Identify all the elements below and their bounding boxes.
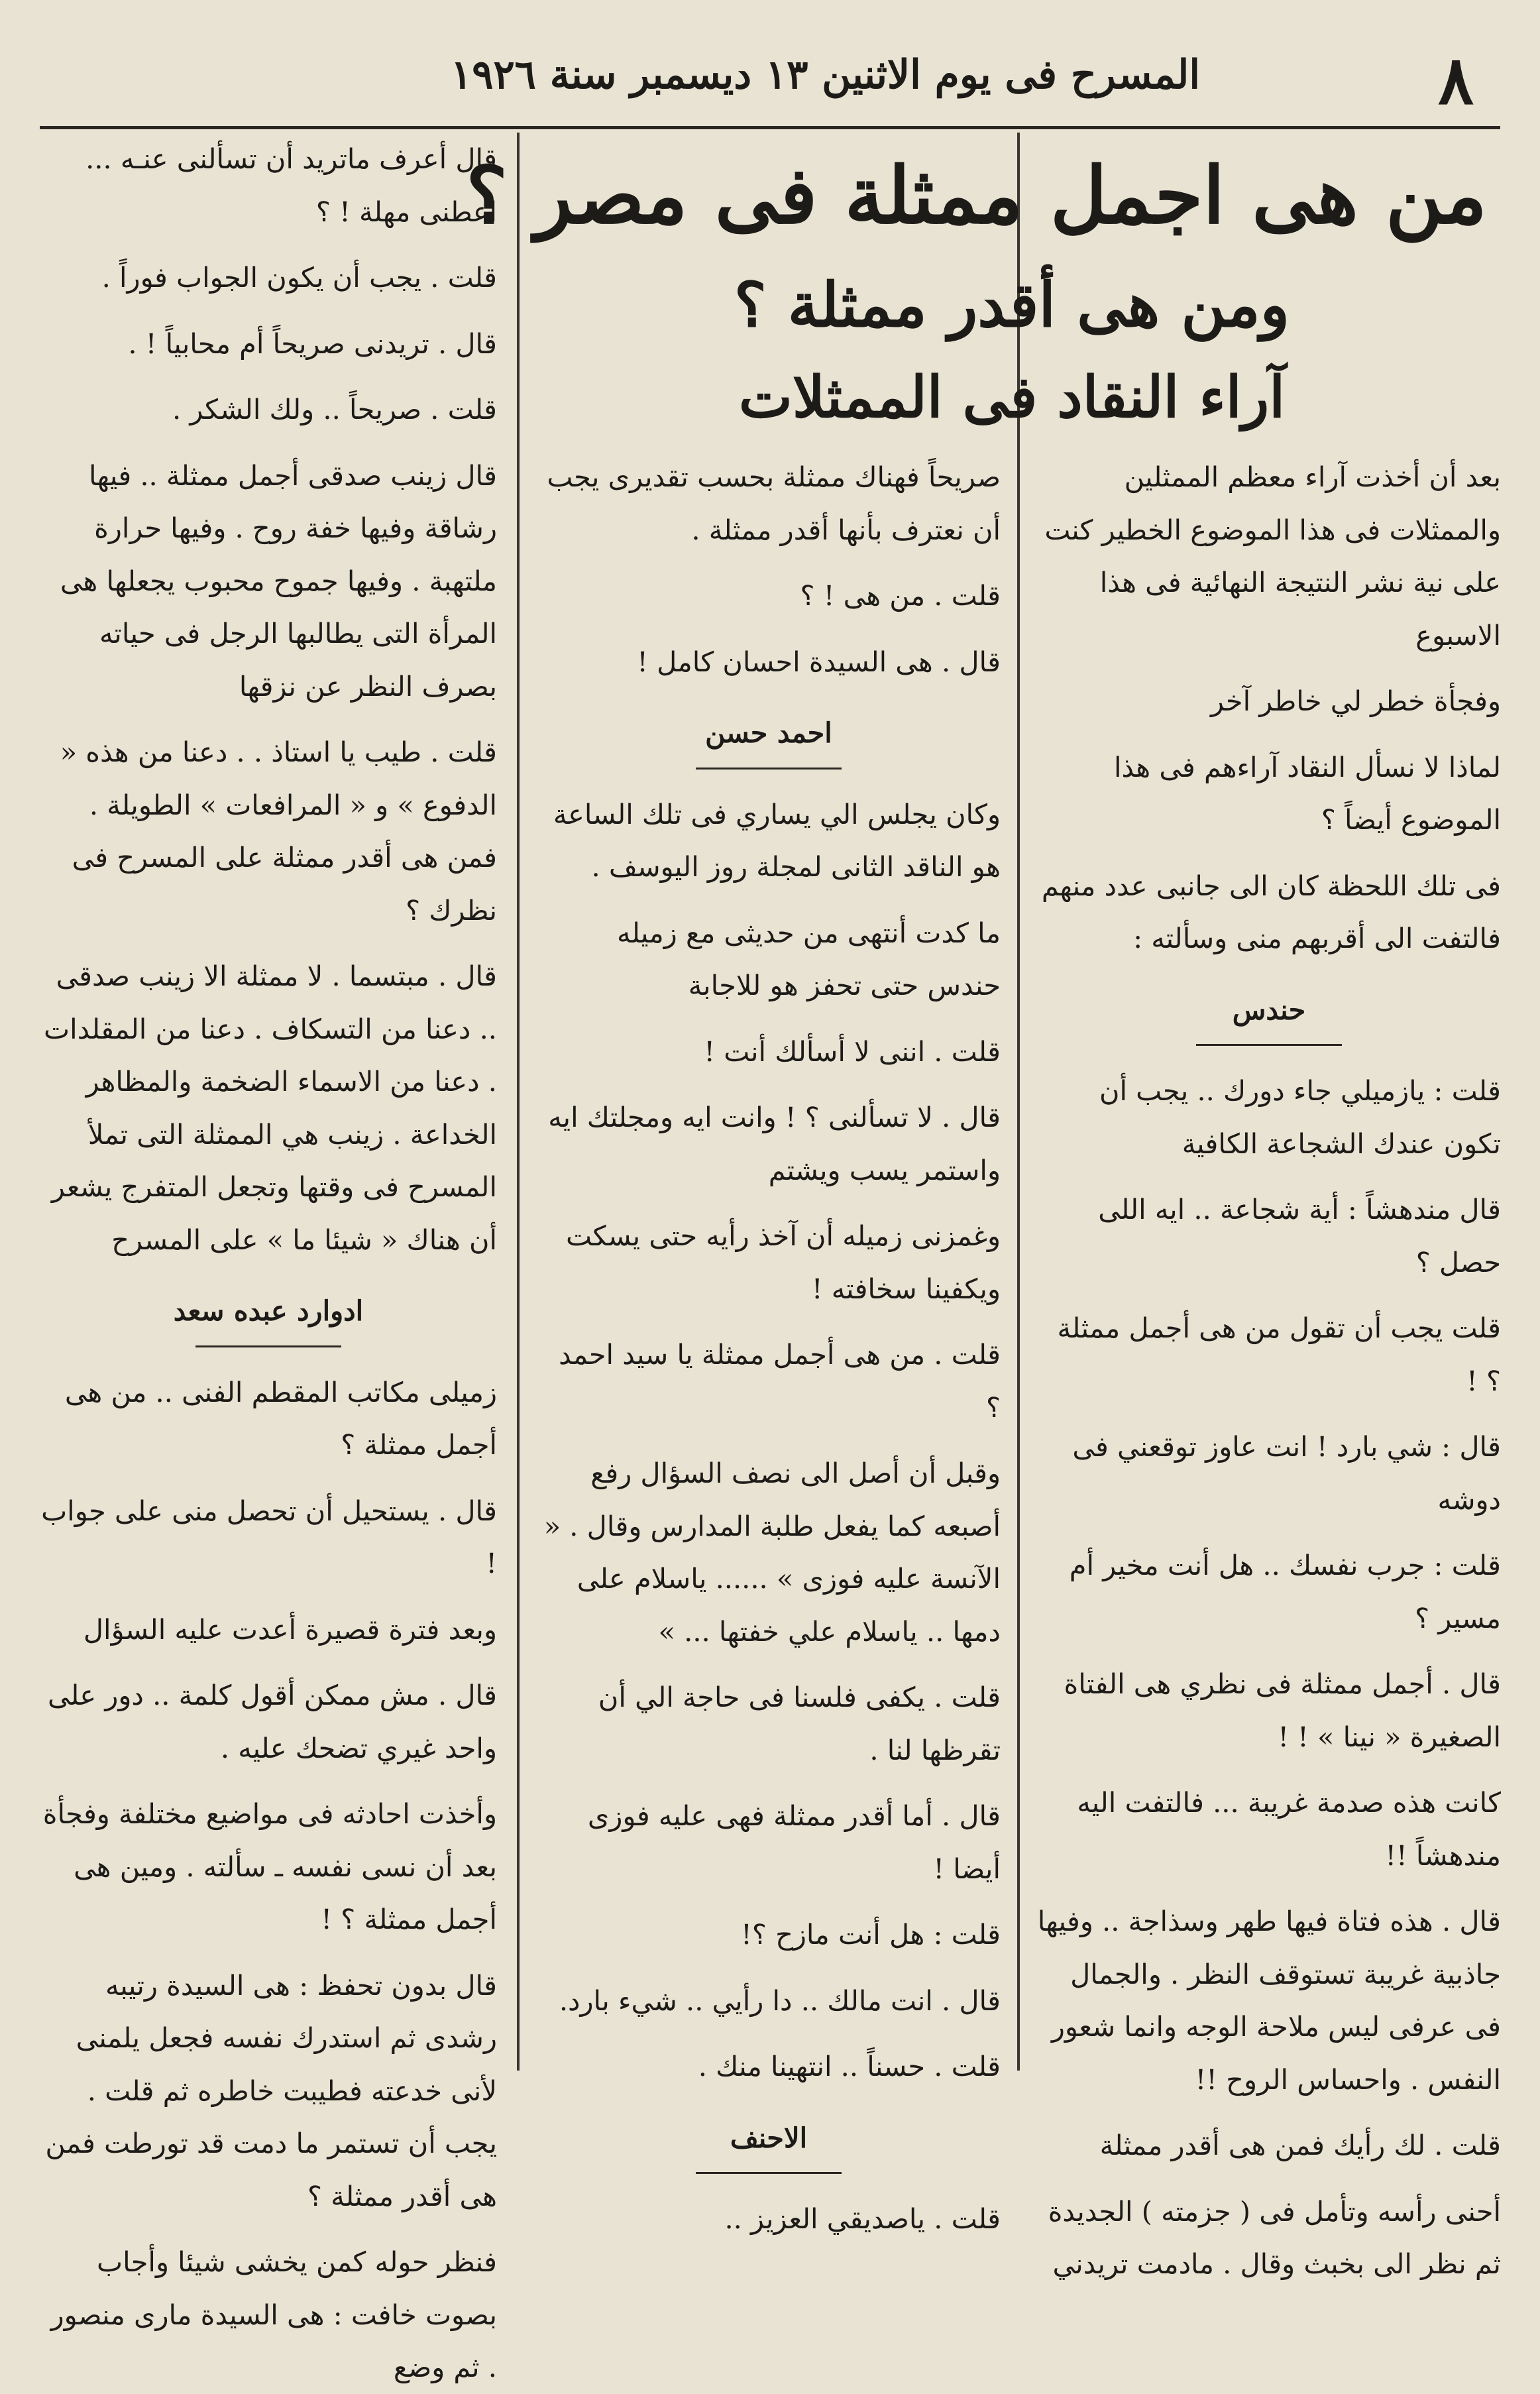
column-divider xyxy=(517,133,520,2071)
paragraph: قال أعرف ماتريد أن تسألنى عنـه ... اعطنى مهلة ! ؟ xyxy=(85,142,497,228)
paragraph: أحنى رأسه وتأمل فى ( جزمته ) الجديدة ثم نظر الى بخبث وقال . مادمت تريدني xyxy=(1048,2194,1501,2280)
paragraph: قلت . لك رأيك فمن هى أقدر ممثلة xyxy=(1099,2129,1501,2161)
paragraph: قلت . طيب يا استاذ . . دعنا من هذه « الدفوع » و « المرافعات » الطويلة . فمن هى أقدر ممثلة على المسرح فى نظرك ؟ xyxy=(60,736,497,927)
paragraph: ما كدت أنتهى من حديثى مع زميله حندس حتى تحفز هو للاجابة xyxy=(617,916,1001,1001)
paragraph: فى تلك اللحظة كان الى جانبى عدد منهم فالتفت الى أقربهم منى وسألته : xyxy=(1041,869,1501,954)
paragraph: قال بدون تحفظ : هى السيدة رتيبه رشدى ثم استدرك نفسه فجعل يلمنى لأنى خدعته فطيبت خاطره ثم قلت . يجب أن تستمر ما دمت قد تورطت فمن هى أقدر ممثلة ؟ xyxy=(45,1968,497,2212)
paragraph: قلت . من هى ! ؟ xyxy=(800,579,1001,612)
paragraph: صريحاً فهناك ممثلة بحسب تقديرى يجب أن نعترف بأنها أقدر ممثلة . xyxy=(547,461,1001,546)
paragraph: قال . أما أقدر ممثلة فهى عليه فوزى أيضا ! xyxy=(587,1799,1001,1885)
paragraph: فنظر حوله كمن يخشى شيئا وأجاب بصوت خافت : هى السيدة مارى منصور . ثم وضع xyxy=(50,2246,497,2383)
paragraph: قال . هذه فتاة فيها طهر وسذاجة .. وفيها جاذبية غريبة تستوقف النظر . والجمال فى عرفى ليس ملاحة الوجه وانما شعور النفس . واحساس الروح !! xyxy=(1037,1905,1501,2096)
paragraph: قال : شي بارد ! انت عاوز توقعني فى دوشه xyxy=(1072,1430,1501,1516)
paragraph: قلت يجب أن تقول من هى أجمل ممثلة ؟ ! xyxy=(1057,1312,1501,1397)
article-column-middle xyxy=(537,451,1001,2235)
author-signature: حندس xyxy=(1232,993,1306,1026)
paragraph: وقبل أن أصل الى نصف السؤال رفع أصبعه كما يفعل طلبة المدارس وقال . « الآنسة عليه فوزى » ...... ياسلام على دمها .. ياسلام علي خفتها ... » xyxy=(543,1457,1001,1648)
paragraph: قلت . اننى لا أسألك أنت ! xyxy=(704,1035,1001,1068)
signature-rule xyxy=(696,2172,842,2174)
paragraph: وغمزنى زميله أن آخذ رأيه حتى يسكت ويكفينا سخافته ! xyxy=(565,1220,1001,1305)
paragraph: قال زينب صدقى أجمل ممثلة .. فيها رشاقة وفيها خفة روح . وفيها حرارة ملتهبة . وفيها جموح محبوب يجعلها هى المرأة التى يطالبها الرجل فى حياته بصرف النظر عن نزقها xyxy=(60,459,497,703)
paragraph: قال . انت مالك .. دا رأيي .. شيء بارد. xyxy=(559,1984,1001,2017)
headline-title: من هى اجمل ممثلة فى مصر ؟ xyxy=(466,149,1487,241)
paragraph: قلت . يجب أن يكون الجواب فوراً . xyxy=(101,261,497,294)
signature-rule xyxy=(195,1345,341,1347)
paragraph: وأخذت احادثه فى مواضيع مختلفة وفجأة بعد أن نسى نفسه ـ سألته . ومين هى أجمل ممثلة ؟ ! xyxy=(42,1797,497,1935)
article-column-right xyxy=(1037,451,1501,2280)
paragraph: قلت . من هى أجمل ممثلة يا سيد احمد ؟ xyxy=(559,1338,1001,1424)
page-header xyxy=(40,41,1500,129)
signature-rule xyxy=(696,768,842,770)
paragraph: كانت هذه صدمة غريبة ... فالتفت اليه مندهشاً !! xyxy=(1077,1786,1501,1872)
paragraph: قال . تريدنى صريحاً أم محابياً ! . xyxy=(128,327,497,360)
paragraph: قال . مش ممكن أقول كلمة .. دور على واحد غيري تضحك عليه . xyxy=(48,1679,497,1764)
paragraph: زميلى مكاتب المقطم الفنى .. من هى أجمل ممثلة ؟ xyxy=(64,1375,497,1461)
paragraph: قلت : يازميلي جاء دورك .. يجب أن تكون عندك الشجاعة الكافية xyxy=(1099,1074,1501,1160)
paragraph: قلت . صريحاً .. ولك الشكر . xyxy=(172,393,497,426)
page-number: ٨ xyxy=(1438,41,1474,119)
author-signature: ادوارد عبده سعد xyxy=(173,1294,364,1327)
author-signature: الاحنف xyxy=(730,2121,808,2154)
paragraph: قلت : جرب نفسك .. هل أنت مخير أم مسير ؟ xyxy=(1069,1549,1501,1634)
paragraph: بعد أن أخذت آراء معظم الممثلين والممثلات فى هذا الموضوع الخطير كنت على نية نشر النتيجة النهائية فى هذا الاسبوع xyxy=(1044,461,1501,652)
author-signature: احمد حسن xyxy=(705,716,832,749)
paragraph: وكان يجلس الي يساري فى تلك الساعة هو الناقد الثانى لمجلة روز اليوسف . xyxy=(553,797,1001,883)
paragraph: قلت : هل أنت مازح ؟! xyxy=(741,1918,1001,1951)
paragraph: قال . مبتسما . لا ممثلة الا زينب صدقى .. دعنا من التسكاف . دعنا من المقلدات . دعنا من الاسماء الضخمة والمظاهر الخداعة . زينب هي الممثلة التى تملأ المسرح فى وقتها وتجعل المتفرج يشعر أن هناك « شيئا ما » على المسرح xyxy=(44,960,497,1256)
article-column-left xyxy=(40,133,497,2383)
headline-kicker: آراء النقاد فى الممثلات xyxy=(738,364,1286,431)
paragraph: قال . لا تسألنى ؟ ! وانت ايه ومجلتك ايه واستمر يسب ويشتم xyxy=(548,1101,1001,1186)
paragraph: وفجأة خطر لي خاطر آخر xyxy=(1211,685,1501,717)
paragraph: قال . أجمل ممثلة فى نظري هى الفتاة الصغيرة « نينا » ! ! xyxy=(1064,1668,1501,1753)
paragraph: لماذا لا نسأل النقاد آراءهم فى هذا الموضوع أيضاً ؟ xyxy=(1113,750,1501,836)
headline-subtitle: ومن هى أقدر ممثلة ؟ xyxy=(734,269,1290,341)
paragraph: قال . يستحيل أن تحصل منى على جواب ! xyxy=(41,1494,497,1579)
running-head: المسرح فى يوم الاثنين ١٣ ديسمبر سنة ١٩٢٦ xyxy=(451,52,1200,98)
paragraph: قلت . حسناً .. انتهينا منك . xyxy=(698,2050,1001,2082)
paragraph: قلت . يكفى فلسنا فى حاجة الي أن تقرظها لنا . xyxy=(598,1681,1001,1766)
paragraph: قلت . ياصديقي العزيز .. xyxy=(724,2202,1001,2235)
paragraph: قال . هى السيدة احسان كامل ! xyxy=(637,645,1001,678)
paragraph: قال مندهشاً : أية شجاعة .. ايه اللى حصل ؟ xyxy=(1098,1193,1501,1279)
paragraph: وبعد فترة قصيرة أعدت عليه السؤال xyxy=(83,1613,497,1646)
signature-rule xyxy=(1196,1044,1342,1046)
